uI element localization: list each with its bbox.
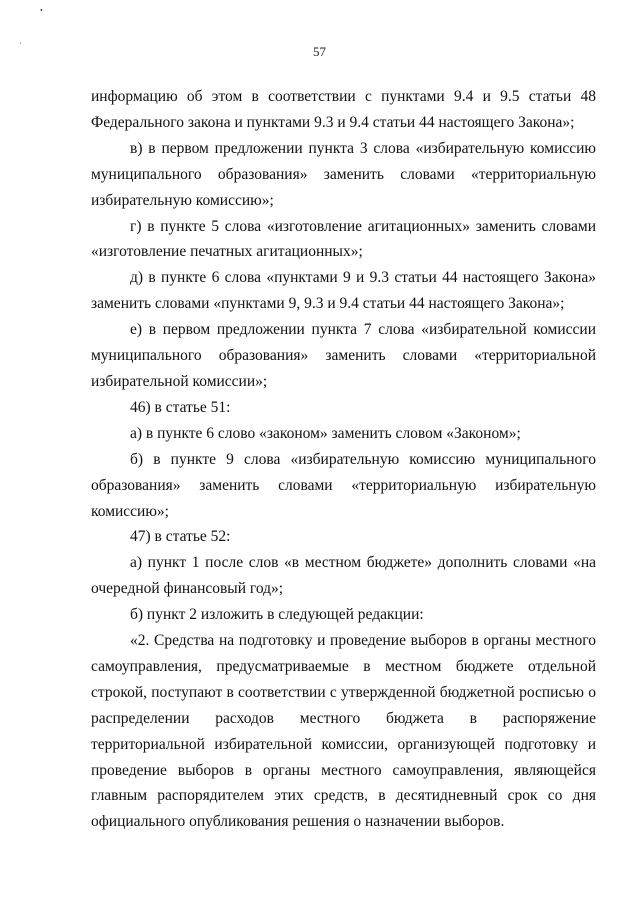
paragraph: а) пункт 1 после слов «в местном бюджете» дополнить словами «на очередной финансовый год»; bbox=[91, 554, 596, 598]
document-body bbox=[91, 84, 596, 835]
paragraph: «2. Средства на подготовку и проведение выборов в органы местного самоуправления, предусматриваемые в местном бюджете отдельной строкой, поступают в соответствии с утвержденной бюджетной росписью о распределении расходов местного бюджета в распоряжение территориальной избирательной комиссии, организующей подготовку и проведение выборов в органы местного самоуправления, являющейся главным распорядителем этих средств, в десятидневный срок со дня официального опубликования решения о назначении выборов. bbox=[91, 632, 596, 831]
paragraph: д) в пункте 6 слова «пунктами 9 и 9.3 статьи 44 настоящего Закона» заменить словами «пунктами 9, 9.3 и 9.4 статьи 44 настоящего Закона»; bbox=[91, 269, 596, 313]
paragraph: г) в пункте 5 слова «изготовление агитационных» заменить словами «изготовление печатных агитационных»; bbox=[91, 217, 596, 261]
scan-mark: · bbox=[19, 39, 22, 48]
paragraph: а) в пункте 6 слово «законом» заменить словом «Законом»; bbox=[130, 424, 521, 442]
scan-mark: • bbox=[40, 6, 43, 15]
paragraph: 46) в статье 51: bbox=[130, 398, 231, 416]
paragraph: в) в первом предложении пункта 3 слова «избирательную комиссию муниципального образования» заменить словами «территориальную избирательную комиссию»; bbox=[91, 139, 596, 209]
paragraph: е) в первом предложении пункта 7 слова «избирательной комиссии муниципального образования» заменить словами «территориальной избирательной комиссии»; bbox=[91, 321, 596, 390]
page-number: 57 bbox=[313, 44, 326, 59]
paragraph: б) пункт 2 изложить в следующей редакции: bbox=[130, 606, 424, 624]
paragraph: информацию об этом в соответствии с пунктами 9.4 и 9.5 статьи 48 Федерального закона и пунктами 9.3 и 9.4 статьи 44 настоящего Закона»; bbox=[91, 88, 596, 131]
paragraph: б) в пункте 9 слова «избирательную комиссию муниципального образования» заменить словами «территориальную избирательную комиссию»; bbox=[91, 450, 596, 520]
paragraph: 47) в статье 52: bbox=[130, 528, 231, 546]
